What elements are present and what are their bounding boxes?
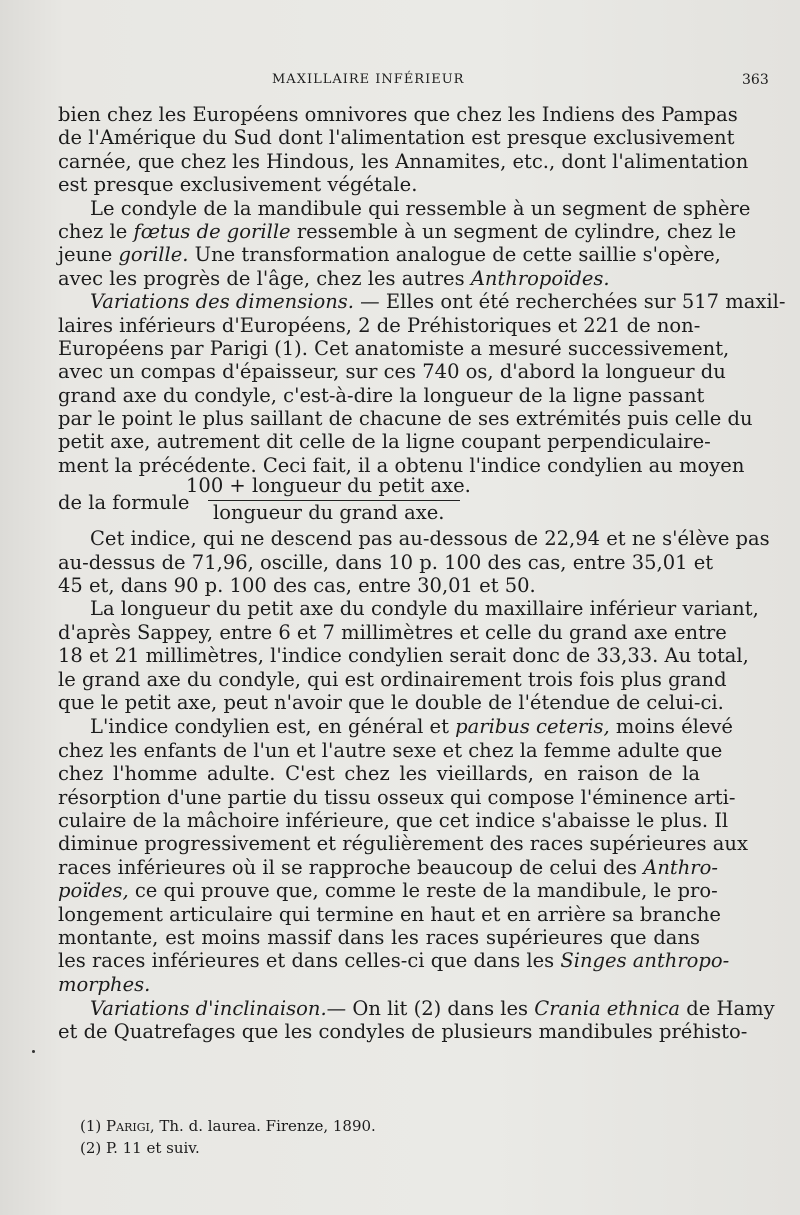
formula-numerator: 100 + longueur du petit axe. bbox=[186, 474, 471, 498]
condylar-index-formula bbox=[58, 474, 700, 527]
text-line: avec les progrès de l'âge, chez les autres Anthropoïdes. bbox=[58, 266, 610, 290]
page-number: 363 bbox=[742, 72, 769, 88]
text-line: ment la précédente. Ceci fait, il a obtenu l'indice condylien au moyen bbox=[58, 453, 745, 477]
text-line: et de Quatrefages que les condyles de plusieurs mandibules préhisto- bbox=[58, 1020, 748, 1044]
text-line: Le condyle de la mandibule qui ressemble à un segment de sphère bbox=[90, 196, 751, 220]
formula-lead: de la formule bbox=[58, 491, 190, 515]
text-line: le grand axe du condyle, qui est ordinairement trois fois plus grand bbox=[58, 667, 727, 691]
text-line: longement articulaire qui termine en haut et en arrière sa branche bbox=[58, 902, 721, 926]
text-line: montante, est moins massif dans les races supérieures que dans bbox=[58, 925, 700, 949]
text-line: résorption d'une partie du tissu osseux qui compose l'éminence arti- bbox=[58, 785, 736, 809]
text-line: L'indice condylien est, en général et paribus ceteris, moins élevé bbox=[90, 715, 733, 739]
footnote-2: (2) P. 11 et suiv. bbox=[80, 1139, 200, 1157]
main-text bbox=[58, 103, 786, 1044]
footnotes bbox=[80, 1115, 680, 1159]
text-line: que le petit axe, peut n'avoir que le double de l'étendue de celui-ci. bbox=[58, 690, 724, 714]
text-line: Cet indice, qui ne descend pas au-dessous de 22,94 et ne s'élève pas bbox=[90, 527, 770, 551]
text-line: chez le fœtus de gorille ressemble à un segment de cylindre, chez le bbox=[58, 219, 737, 243]
text-line: La longueur du petit axe du condyle du maxillaire inférieur variant, bbox=[90, 597, 759, 621]
running-header bbox=[0, 72, 800, 92]
text-line: diminue progressivement et régulièrement des races supérieures aux bbox=[58, 832, 748, 856]
text-line: les races inférieures et dans celles-ci que dans les Singes anthropo- bbox=[58, 949, 730, 973]
running-title: MAXILLAIRE INFÉRIEUR bbox=[272, 72, 465, 87]
text-line: races inférieures où il se rapproche beaucoup de celui des Anthro- bbox=[58, 855, 718, 879]
text-line: petit axe, autrement dit celle de la ligne coupant perpendiculaire- bbox=[58, 430, 711, 454]
text-line: laires inférieurs d'Européens, 2 de Préhistoriques et 221 de non- bbox=[58, 313, 701, 337]
text-line: chez l'homme adulte. C'est chez les vieillards, en raison de la bbox=[58, 762, 700, 786]
text-line: jeune gorille. Une transformation analogue de cette saillie s'opère, bbox=[58, 243, 721, 267]
text-line: d'après Sappey, entre 6 et 7 millimètres et celle du grand axe entre bbox=[58, 620, 727, 644]
text-line: poïdes, ce qui prouve que, comme le reste de la mandibule, le pro- bbox=[58, 879, 718, 903]
text-line: morphes. bbox=[58, 972, 151, 996]
text-line: culaire de la mâchoire inférieure, que cet indice s'abaisse le plus. Il bbox=[58, 808, 729, 832]
margin-speck bbox=[32, 1050, 35, 1053]
text-line: Européens par Parigi (1). Cet anatomiste a mesuré successivement, bbox=[58, 336, 730, 360]
text-line: chez les enfants de l'un et l'autre sexe et chez la femme adulte que bbox=[58, 738, 723, 762]
footnote-1: (1) Parigi, Th. d. laurea. Firenze, 1890. bbox=[80, 1117, 376, 1135]
text-line: de l'Amérique du Sud dont l'alimentation est presque exclusivement bbox=[58, 126, 735, 150]
formula-denominator: longueur du grand axe. bbox=[213, 501, 445, 525]
text-line: par le point le plus saillant de chacune de ses extrémités puis celle du bbox=[58, 407, 753, 431]
text-line: Variations d'inclinaison.— On lit (2) dans les Crania ethnica de Hamy bbox=[90, 997, 775, 1021]
text-line: carnée, que chez les Hindous, les Annamites, etc., dont l'alimentation bbox=[58, 149, 749, 173]
text-line: Variations des dimensions. — Elles ont été recherchées sur 517 maxil- bbox=[90, 290, 786, 314]
text-line: est presque exclusivement végétale. bbox=[58, 173, 418, 197]
text-line: avec un compas d'épaisseur, sur ces 740 os, d'abord la longueur du bbox=[58, 360, 726, 384]
text-line: grand axe du condyle, c'est-à-dire la longueur de la ligne passant bbox=[58, 383, 705, 407]
text-line: 18 et 21 millimètres, l'indice condylien serait donc de 33,33. Au total, bbox=[58, 644, 749, 668]
text-line: bien chez les Européens omnivores que chez les Indiens des Pampas bbox=[58, 103, 738, 126]
text-line: au-dessus de 71,96, oscille, dans 10 p. 100 des cas, entre 35,01 et bbox=[58, 550, 714, 574]
text-line: 45 et, dans 90 p. 100 des cas, entre 30,01 et 50. bbox=[58, 574, 536, 598]
